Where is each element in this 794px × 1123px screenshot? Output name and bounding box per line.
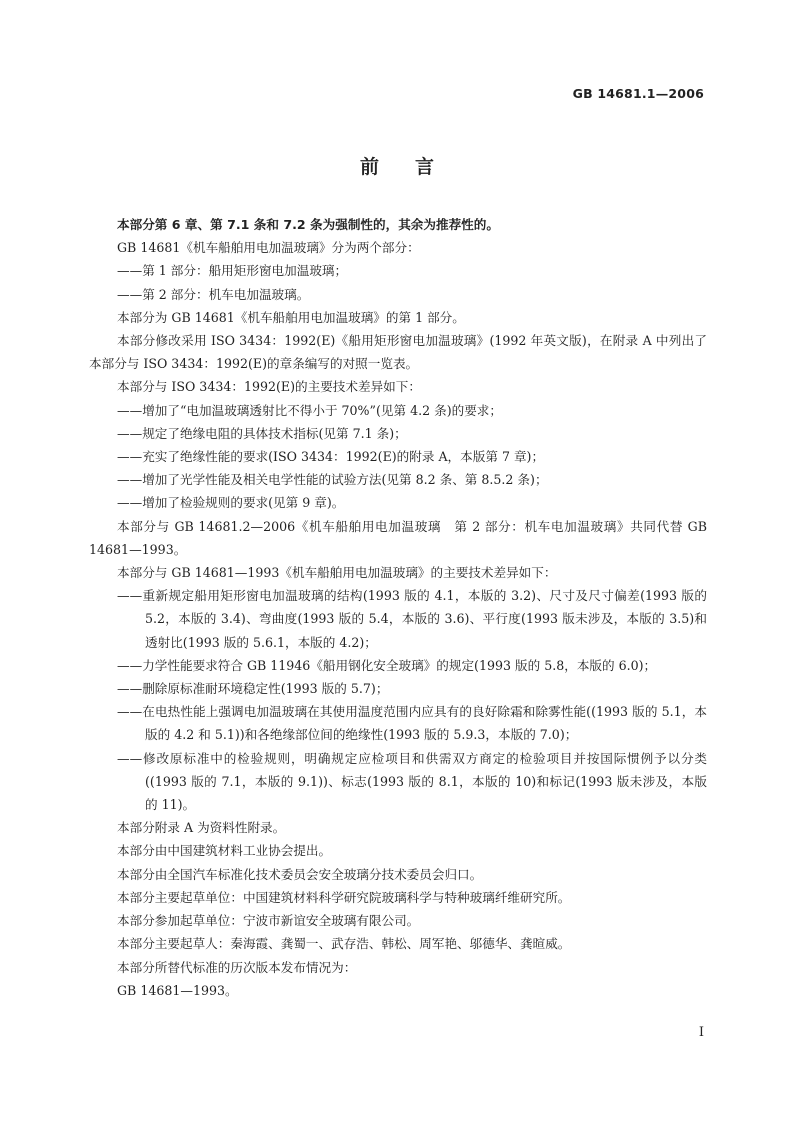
paragraph: 本部分修改采用 ISO 3434：1992(E)《船用矩形窗电加温玻璃》(1992 年英文版)，在附录 A 中列出了本部分与 ISO 3434：1992(E)的章条编写的对照一览表。 — [89, 333, 707, 372]
list-item: ——增加了“电加温玻璃透射比不得小于 70%”(见第 4.2 条)的要求； — [117, 402, 502, 418]
list-item: ——增加了光学性能及相关电学性能的试验方法(见第 8.2 条、第 8.5.2 条)； — [117, 472, 548, 488]
paragraph: 本部分参加起草单位：宁波市新谊安全玻璃有限公司。 — [117, 913, 420, 929]
paragraph: 本部分主要起草单位：中国建筑材料科学研究院玻璃科学与特种玻璃纤维研究所。 — [117, 889, 571, 905]
paragraph: GB 14681—1993。 — [117, 982, 238, 998]
paragraph: 本部分附录 A 为资料性附录。 — [117, 820, 286, 836]
list-item: ——力学性能要求符合 GB 11946《船用钢化安全玻璃》的规定(1993 版的 5.8，本版的 6.0)； — [117, 657, 657, 673]
paragraph: 本部分与 ISO 3434：1992(E)的主要技术差异如下： — [117, 379, 421, 395]
paragraph: 本部分与 GB 14681—1993《机车船舶用电加温玻璃》的主要技术差异如下： — [117, 565, 557, 581]
list-item: ——修改原标准中的检验规则，明确规定应检项目和供需双方商定的检验项目并按国际惯例予以分类((1993 版的 7.1，本版的 9.1))、标志(1993 版的 8.1，本版的 10)和标记(1993 版未涉及，本版的 11)。 — [117, 750, 707, 813]
paragraph: 本部分由全国汽车标准化技术委员会安全玻璃分技术委员会归口。 — [117, 866, 483, 882]
list-item: ——删除原标准耐环境稳定性(1993 版的 5.7)； — [117, 681, 389, 697]
paragraph: GB 14681《机车船舶用电加温玻璃》分为两个部分： — [117, 240, 420, 256]
paragraph: 本部分主要起草人：秦海霞、龚蜀一、武存浩、韩松、周军艳、邬德华、龚暄威。 — [117, 936, 571, 952]
list-item: ——第 2 部分：机车电加温玻璃。 — [117, 286, 310, 302]
document-body — [89, 213, 707, 1002]
paragraph: 本部分第 6 章、第 7.1 条和 7.2 条为强制性的，其余为推荐性的。 — [117, 217, 499, 232]
standard-code: GB 14681.1—2006 — [572, 86, 704, 101]
paragraph: 本部分所替代标准的历次版本发布情况为： — [117, 959, 357, 975]
list-item: ——第 1 部分：船用矩形窗电加温玻璃； — [117, 263, 348, 279]
page-title: 前言 — [359, 156, 470, 178]
list-item: ——在电热性能上强调电加温玻璃在其使用温度范围内应具有的良好除霜和除雾性能((1993 版的 5.1，本版的 4.2 和 5.1))和各绝缘部位间的绝缘性(1993 版的 5.9.3，本版的 7.0)； — [117, 704, 707, 743]
list-item: ——增加了检验规则的要求(见第 9 章)。 — [117, 495, 345, 511]
list-item: ——重新规定船用矩形窗电加温玻璃的结构(1993 版的 4.1，本版的 3.2)、尺寸及尺寸偏差(1993 版的 5.2，本版的 3.4)、弯曲度(1993 版的 5.4，本版的 3.6)、平行度(1993 版未涉及，本版的 3.5)和透射比(1993 版的 5.6.1，本版的 4.2)； — [117, 588, 707, 650]
list-item: ——规定了绝缘电阻的具体技术指标(见第 7.1 条)； — [117, 425, 407, 441]
paragraph: 本部分由中国建筑材料工业协会提出。 — [117, 843, 332, 859]
page-number: I — [698, 1025, 704, 1040]
list-item: ——充实了绝缘性能的要求(ISO 3434：1992(E)的附录 A，本版第 7 章)； — [117, 449, 545, 465]
paragraph: 本部分与 GB 14681.2—2006《机车船舶用电加温玻璃 第 2 部分：机车电加温玻璃》共同代替 GB 14681—1993。 — [89, 518, 707, 557]
paragraph: 本部分为 GB 14681《机车船舶用电加温玻璃》的第 1 部分。 — [117, 309, 465, 325]
